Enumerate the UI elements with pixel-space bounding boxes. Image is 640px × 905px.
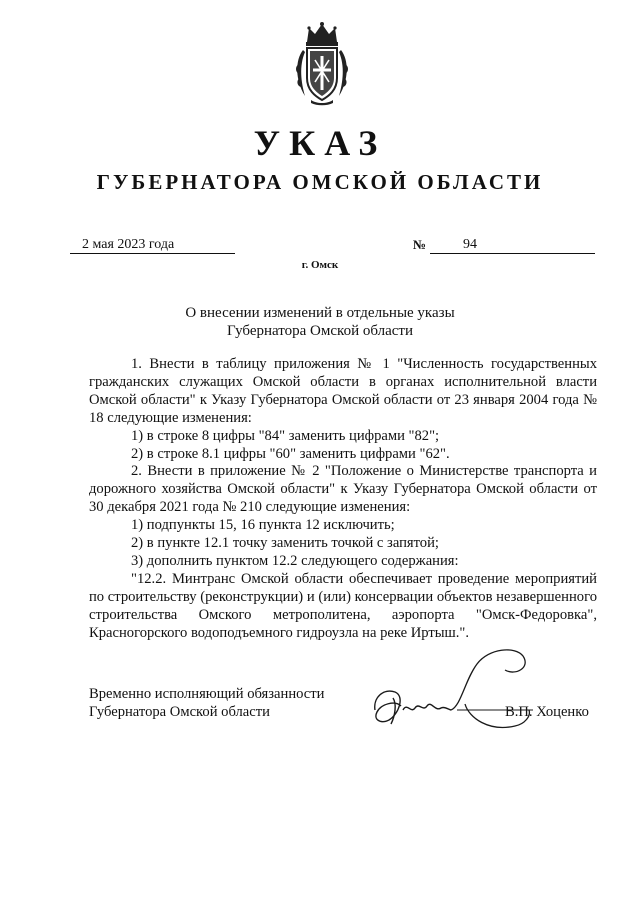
body-paragraph: 2. Внести в приложение № 2 "Положение о Министерстве транспорта и дорожного хозяйства Омской области" к Указу Губернатора Омской области от 30 декабря 2021 года № 210 следующие изменения:	[89, 463, 597, 516]
signatory-position-line-2: Губернатора Омской области	[89, 703, 270, 720]
body-paragraph: 3) дополнить пунктом 12.2 следующего содержания:	[131, 552, 459, 569]
document-subtitle: ГУБЕРНАТОРА ОМСКОЙ ОБЛАСТИ	[96, 170, 544, 194]
body-paragraph: 1) в строке 8 цифры "84" заменить цифрами "82";	[131, 427, 440, 444]
document-city: г. Омск	[301, 259, 339, 271]
body-paragraph: 1) подпункты 15, 16 пункта 12 исключить;	[131, 517, 395, 534]
body-paragraph: 1. Внести в таблицу приложения № 1 "Численность государственных гражданских служащих Омской области в органах исполнительной власти Омской области" к Указу Губернатора Омской области от 23 января 2004 года № 18 следующие изменения:	[89, 356, 597, 426]
document-title: УКАЗ	[253, 123, 387, 163]
signatory-position	[89, 686, 324, 722]
handwritten-signature	[365, 640, 535, 740]
document-body	[89, 356, 597, 643]
signatory-position-line-1: Временно исполняющий обязанности	[89, 686, 325, 702]
body-paragraph: 2) в пункте 12.1 точку заменить точкой с запятой;	[131, 535, 439, 552]
subject-line-1: О внесении изменений в отдельные указы	[185, 305, 455, 321]
body-paragraph: 2) в строке 8.1 цифры "60" заменить цифрами "62".	[131, 445, 450, 462]
coat-of-arms-icon	[293, 20, 351, 106]
signatory-name: В.П. Хоценко	[505, 704, 589, 720]
number-label: №	[413, 237, 427, 252]
subject-line-2: Губернатора Омской области	[227, 323, 413, 339]
document-date: 2 мая 2023 года	[70, 236, 235, 254]
document-subject	[0, 304, 640, 340]
body-paragraph: "12.2. Минтранс Омской области обеспечивает проведение мероприятий по строительству (реконструкции) и (или) консервации объектов незавершенного строительства Омского метрополитена, аэропорта "Омск-Федоровка", Красногорского водоподъемного гидроузла на реке Иртыш.".	[89, 570, 597, 641]
document-number: 94	[430, 236, 595, 254]
